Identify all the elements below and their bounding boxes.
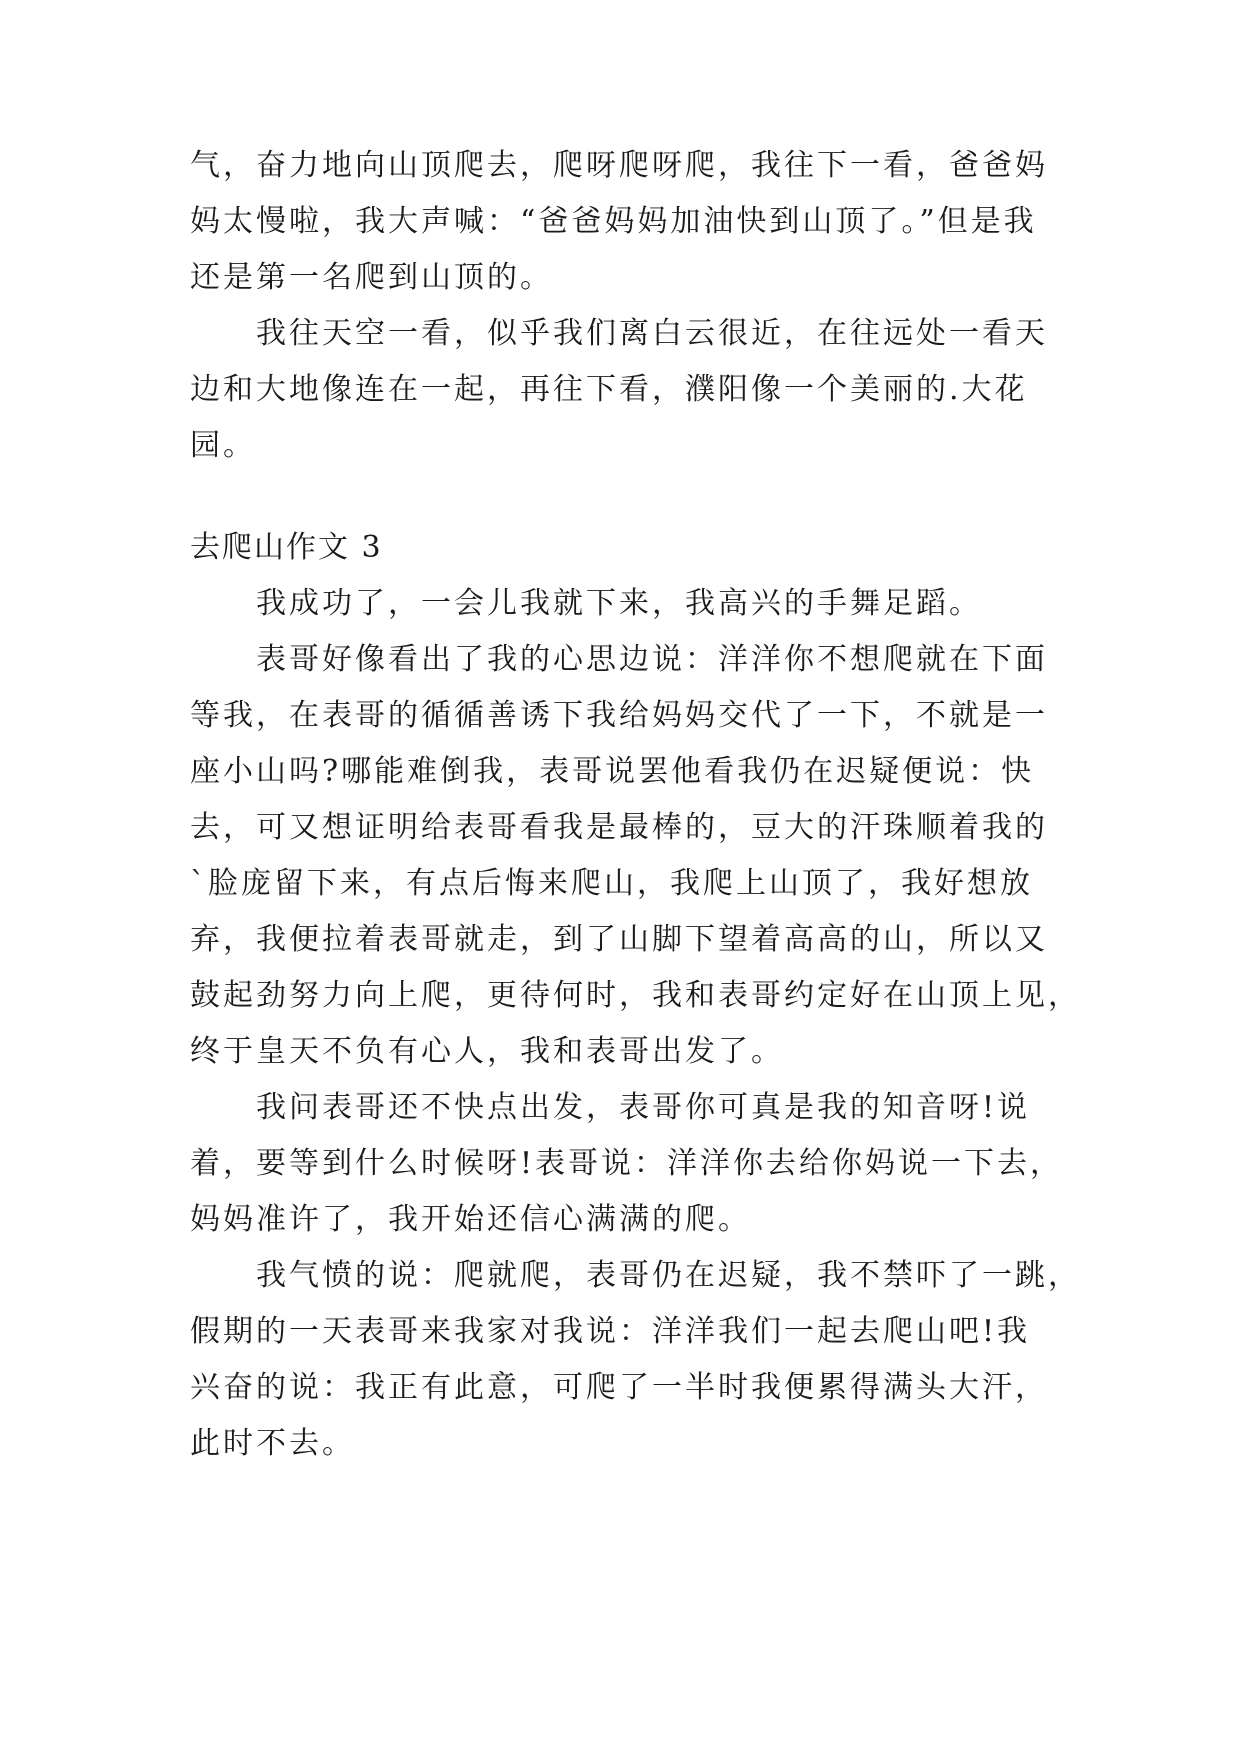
text-line: 此时不去。 [190, 1426, 355, 1461]
text-line: 弃，我便拉着表哥就走，到了山脚下望着高高的山，所以又 [190, 922, 1048, 957]
text-line: 兴奋的说：我正有此意，可爬了一半时我便累得满头大汗， [190, 1370, 1048, 1405]
text-line: 气，奋力地向山顶爬去，爬呀爬呀爬，我往下一看，爸爸妈 [190, 148, 1048, 183]
paragraph-3 [190, 1080, 1064, 1248]
text-line: 等我，在表哥的循循善诱下我给妈妈交代了一下，不就是一 [190, 698, 1048, 733]
text-line: 着，要等到什么时候呀!表哥说：洋洋你去给你妈说一下去， [190, 1146, 1064, 1181]
text-line: 我往天空一看，似乎我们离白云很近，在往远处一看天 [256, 316, 1048, 351]
text-line: 假期的一天表哥来我家对我说：洋洋我们一起去爬山吧!我 [190, 1314, 1031, 1349]
document-body [190, 138, 1081, 1472]
section-spacer [190, 474, 1050, 520]
text-line: 妈妈准许了，我开始还信心满满的爬。 [190, 1202, 751, 1237]
text-line: `脸庞留下来，有点后悔来爬山，我爬上山顶了，我好想放 [190, 866, 1033, 901]
text-line: 我气愤的说：爬就爬，表哥仍在迟疑，我不禁吓了一跳， [256, 1258, 1081, 1293]
text-line: 我成功了，一会儿我就下来，我高兴的手舞足蹈。 [256, 586, 982, 621]
text-line: 终于皇天不负有心人，我和表哥出发了。 [190, 1034, 784, 1069]
text-line: 园。 [190, 428, 256, 463]
section-title: 去爬山作文 3 [190, 530, 383, 565]
paragraph-1 [190, 576, 1050, 632]
text-line: 我问表哥还不快点出发，表哥你可真是我的知音呀!说 [256, 1090, 1031, 1125]
paragraph-sky [190, 306, 1050, 474]
text-line: 去，可又想证明给表哥看我是最棒的，豆大的汗珠顺着我的 [190, 810, 1048, 845]
text-line: 还是第一名爬到山顶的。 [190, 260, 553, 295]
text-line: 座小山吗?哪能难倒我，表哥说罢他看我仍在迟疑便说：快 [190, 754, 1035, 789]
text-line: 鼓起劲努力向上爬，更待何时，我和表哥约定好在山顶上见， [190, 978, 1081, 1013]
text-line: 边和大地像连在一起，再往下看，濮阳像一个美丽的.大花 [190, 372, 1028, 407]
paragraph-4 [190, 1248, 1081, 1472]
text-line: 表哥好像看出了我的心思边说：洋洋你不想爬就在下面 [256, 642, 1048, 677]
paragraph-2 [190, 632, 1081, 1080]
text-line: 妈太慢啦，我大声喊：“爸爸妈妈加油快到山顶了。”但是我 [190, 204, 1037, 239]
paragraph-continuation [190, 138, 1050, 306]
